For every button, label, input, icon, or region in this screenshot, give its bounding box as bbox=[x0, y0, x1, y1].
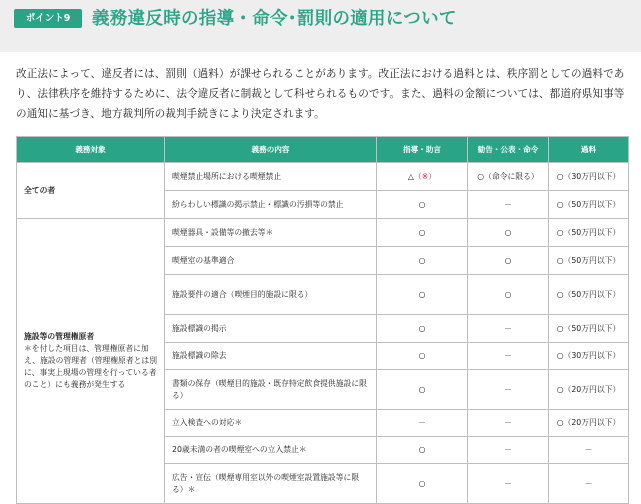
fine-cell: ○（50万円以下） bbox=[549, 275, 629, 315]
header-guidance: 指導・助言 bbox=[377, 137, 468, 163]
guidance-cell: － bbox=[377, 410, 468, 437]
guidance-cell: ○ bbox=[377, 315, 468, 343]
fine-cell: ○（50万円以下） bbox=[549, 247, 629, 275]
order-cell: － bbox=[468, 315, 549, 343]
table-header-row bbox=[17, 137, 629, 163]
order-cell: － bbox=[468, 343, 549, 370]
content-cell: 喫煙禁止場所における喫煙禁止 bbox=[165, 163, 377, 191]
subject-label: 施設等の管理権原者 bbox=[24, 332, 95, 341]
section-header bbox=[0, 0, 641, 52]
content-cell: 書類の保存（喫煙目的施設・既存特定飲食提供施設に限る） bbox=[165, 370, 377, 410]
order-cell: － bbox=[468, 437, 549, 464]
guidance-mark: △ bbox=[407, 171, 414, 181]
content-cell: 施設標識の除去 bbox=[165, 343, 377, 370]
content-cell: 20歳未満の者の喫煙室への立入禁止＊ bbox=[165, 437, 377, 464]
point-badge: ポイント9 bbox=[14, 9, 82, 28]
fine-cell: ○（30万円以下） bbox=[549, 163, 629, 191]
header-order: 勧告・公表・命令 bbox=[468, 137, 549, 163]
fine-cell: ○（50万円以下） bbox=[549, 191, 629, 219]
content-cell: 施設要件の適合（喫煙目的施設に限る） bbox=[165, 275, 377, 315]
fine-cell: － bbox=[549, 464, 629, 504]
subject-cell-manager bbox=[17, 219, 165, 504]
fine-cell: ○（50万円以下） bbox=[549, 315, 629, 343]
order-cell: － bbox=[468, 410, 549, 437]
content-cell: 喫煙器具・設備等の撤去等＊ bbox=[165, 219, 377, 247]
guidance-cell: ○ bbox=[377, 247, 468, 275]
guidance-cell: ○ bbox=[377, 191, 468, 219]
table-row bbox=[17, 219, 629, 247]
guidance-cell bbox=[377, 163, 468, 191]
order-cell: ○ bbox=[468, 219, 549, 247]
content-cell: 立入検査への対応＊ bbox=[165, 410, 377, 437]
penalty-table bbox=[16, 136, 629, 504]
guidance-cell: ○ bbox=[377, 370, 468, 410]
guidance-cell: ○ bbox=[377, 437, 468, 464]
section-title: 義務違反時の指導・命令･罰則の適用について bbox=[92, 9, 457, 29]
order-cell: ○（命令に限る） bbox=[468, 163, 549, 191]
header-fine: 過料 bbox=[549, 137, 629, 163]
content-cell: 紛らわしい標識の掲示禁止・標識の汚損等の禁止 bbox=[165, 191, 377, 219]
guidance-cell: ○ bbox=[377, 343, 468, 370]
fine-cell: ○（20万円以下） bbox=[549, 370, 629, 410]
order-cell: － bbox=[468, 370, 549, 410]
order-cell: ○ bbox=[468, 275, 549, 315]
header-subject: 義務対象 bbox=[17, 137, 165, 163]
content-cell: 広告・宣伝（喫煙専用室以外の喫煙室設置施設等に限る）＊ bbox=[165, 464, 377, 504]
subject-note: ＊を付した項目は、管理権原者に加え、施設の管理者（管理権原者とは別に、事実上現場の管理を行っている者のこと）にも義務が発生する bbox=[24, 344, 158, 389]
subject-cell-all bbox=[17, 163, 165, 219]
table-row bbox=[17, 163, 629, 191]
header-content: 義務の内容 bbox=[165, 137, 377, 163]
intro-paragraph: 改正法によって、違反者には、罰則（過料）が課せられることがあります。改正法における過料とは、秩序罰としての過料であり、法律秩序を維持するために、法令違反者に制裁として科せられるものです。また、過料の金額については、都道府県知事等の通知に基づき、地方裁判所の裁判手続きにより決定されます。 bbox=[16, 68, 625, 120]
guidance-cell: ○ bbox=[377, 219, 468, 247]
fine-cell: － bbox=[549, 437, 629, 464]
guidance-note: （※） bbox=[413, 171, 437, 181]
fine-cell: ○（30万円以下） bbox=[549, 343, 629, 370]
fine-cell: ○（50万円以下） bbox=[549, 219, 629, 247]
guidance-cell: ○ bbox=[377, 275, 468, 315]
order-cell: ○ bbox=[468, 247, 549, 275]
content-cell: 施設標識の掲示 bbox=[165, 315, 377, 343]
subject-label: 全ての者 bbox=[24, 185, 56, 195]
order-cell: － bbox=[468, 191, 549, 219]
content-cell: 喫煙室の基準適合 bbox=[165, 247, 377, 275]
order-cell: － bbox=[468, 464, 549, 504]
fine-cell: ○（20万円以下） bbox=[549, 410, 629, 437]
guidance-cell: ○ bbox=[377, 464, 468, 504]
